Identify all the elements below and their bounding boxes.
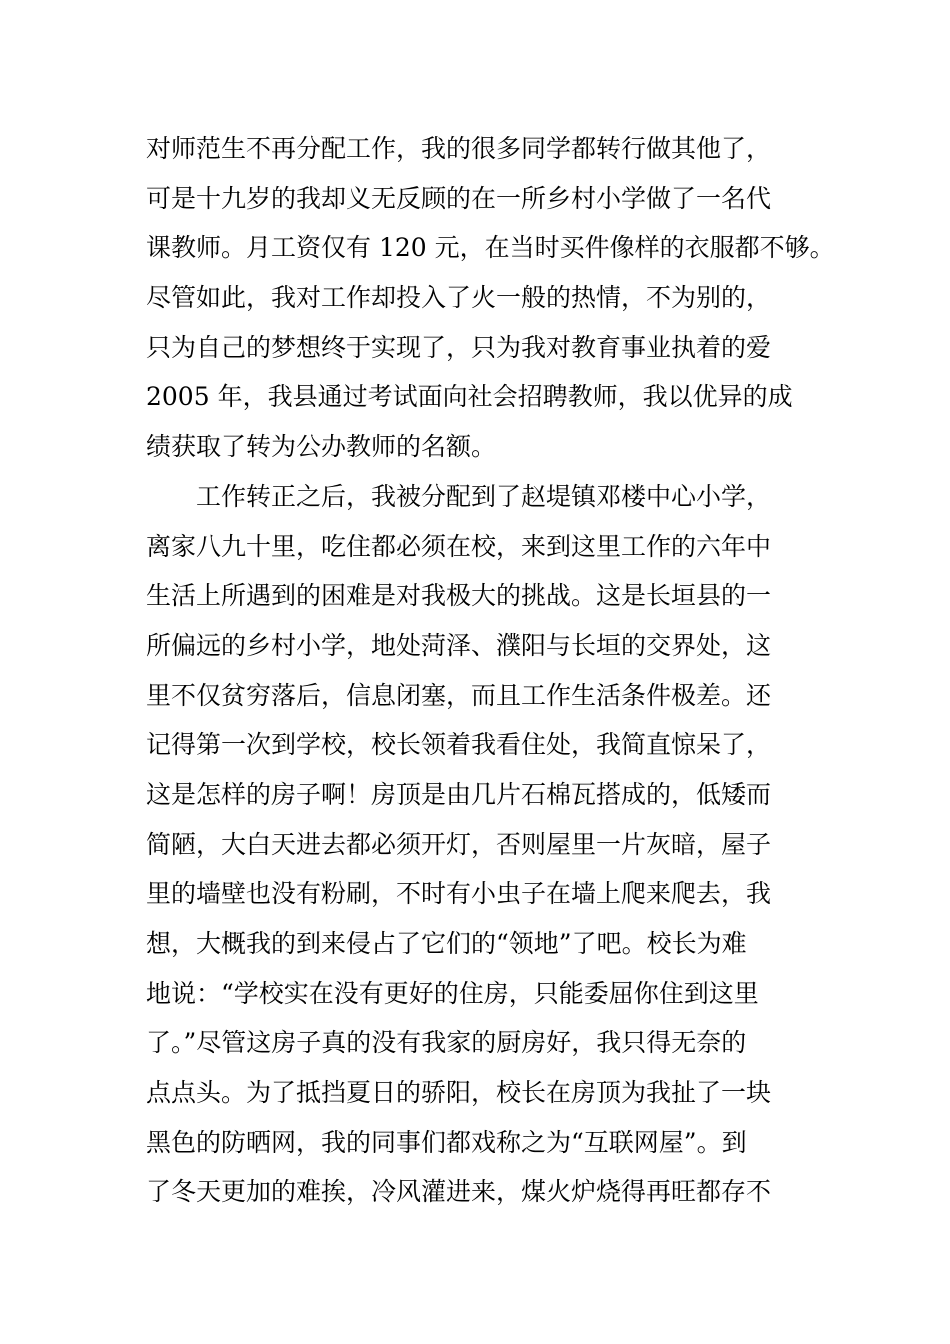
text-line-18: 地说：“学校实在没有更好的住房，只能委屈你住到这里 (146, 978, 759, 1008)
text-line-10: 生活上所遇到的困难是对我极大的挑战。这是长垣县的一 (146, 581, 772, 611)
paragraph-start-line: 工作转正之后，我被分配到了赵堤镇邓楼中心小学， (196, 481, 772, 511)
text-line-7: 绩获取了转为公办教师的名额。 (146, 432, 497, 462)
text-line-16: 里的墙壁也没有粉刷，不时有小虫子在墙上爬来爬去，我 (146, 879, 772, 909)
text-line-19: 了。”尽管这房子真的没有我家的厨房好，我只得无奈的 (146, 1028, 747, 1058)
text-line-1: 对师范生不再分配工作，我的很多同学都转行做其他了， (146, 134, 772, 163)
text-line-14: 这是怎样的房子啊！房顶是由几片石棉瓦搭成的，低矮而 (146, 779, 772, 809)
text-line-4: 尽管如此，我对工作却投入了火一般的热情，不为别的， (146, 283, 772, 313)
text-line-9: 离家八九十里，吃住都必须在校，来到这里工作的六年中 (146, 531, 772, 561)
text-line-11: 所偏远的乡村小学，地处菏泽、濮阳与长垣的交界处，这 (146, 630, 772, 660)
text-line-21: 黑色的防晒网，我的同事们都戏称之为“互联网屋”。到 (146, 1127, 747, 1157)
text-line-17: 想，大概我的到来侵占了它们的“领地”了吧。校长为难 (146, 929, 747, 958)
text-line-3: 课教师。月工资仅有 120 元，在当时买件像样的衣服都不够。 (146, 233, 835, 263)
body-text (146, 124, 846, 1217)
text-line-5: 只为自己的梦想终于实现了，只为我对教育事业执着的爱 (146, 332, 772, 362)
text-line-20: 点点头。为了抵挡夏日的骄阳，校长在房顶为我扯了一块 (146, 1078, 772, 1108)
text-line-15: 简陋，大白天进去都必须开灯，否则屋里一片灰暗，屋子 (146, 829, 772, 859)
text-line-6: 2005 年，我县通过考试面向社会招聘教师，我以优异的成 (146, 382, 793, 412)
text-line-2: 可是十九岁的我却义无反顾的在一所乡村小学做了一名代 (146, 183, 772, 213)
text-line-13: 记得第一次到学校，校长领着我看住处，我简直惊呆了， (146, 730, 772, 760)
text-line-22: 了冬天更加的难挨，冷风灌进来，煤火炉烧得再旺都存不 (146, 1177, 772, 1207)
text-line-12: 里不仅贫穷落后，信息闭塞，而且工作生活条件极差。还 (146, 680, 772, 710)
